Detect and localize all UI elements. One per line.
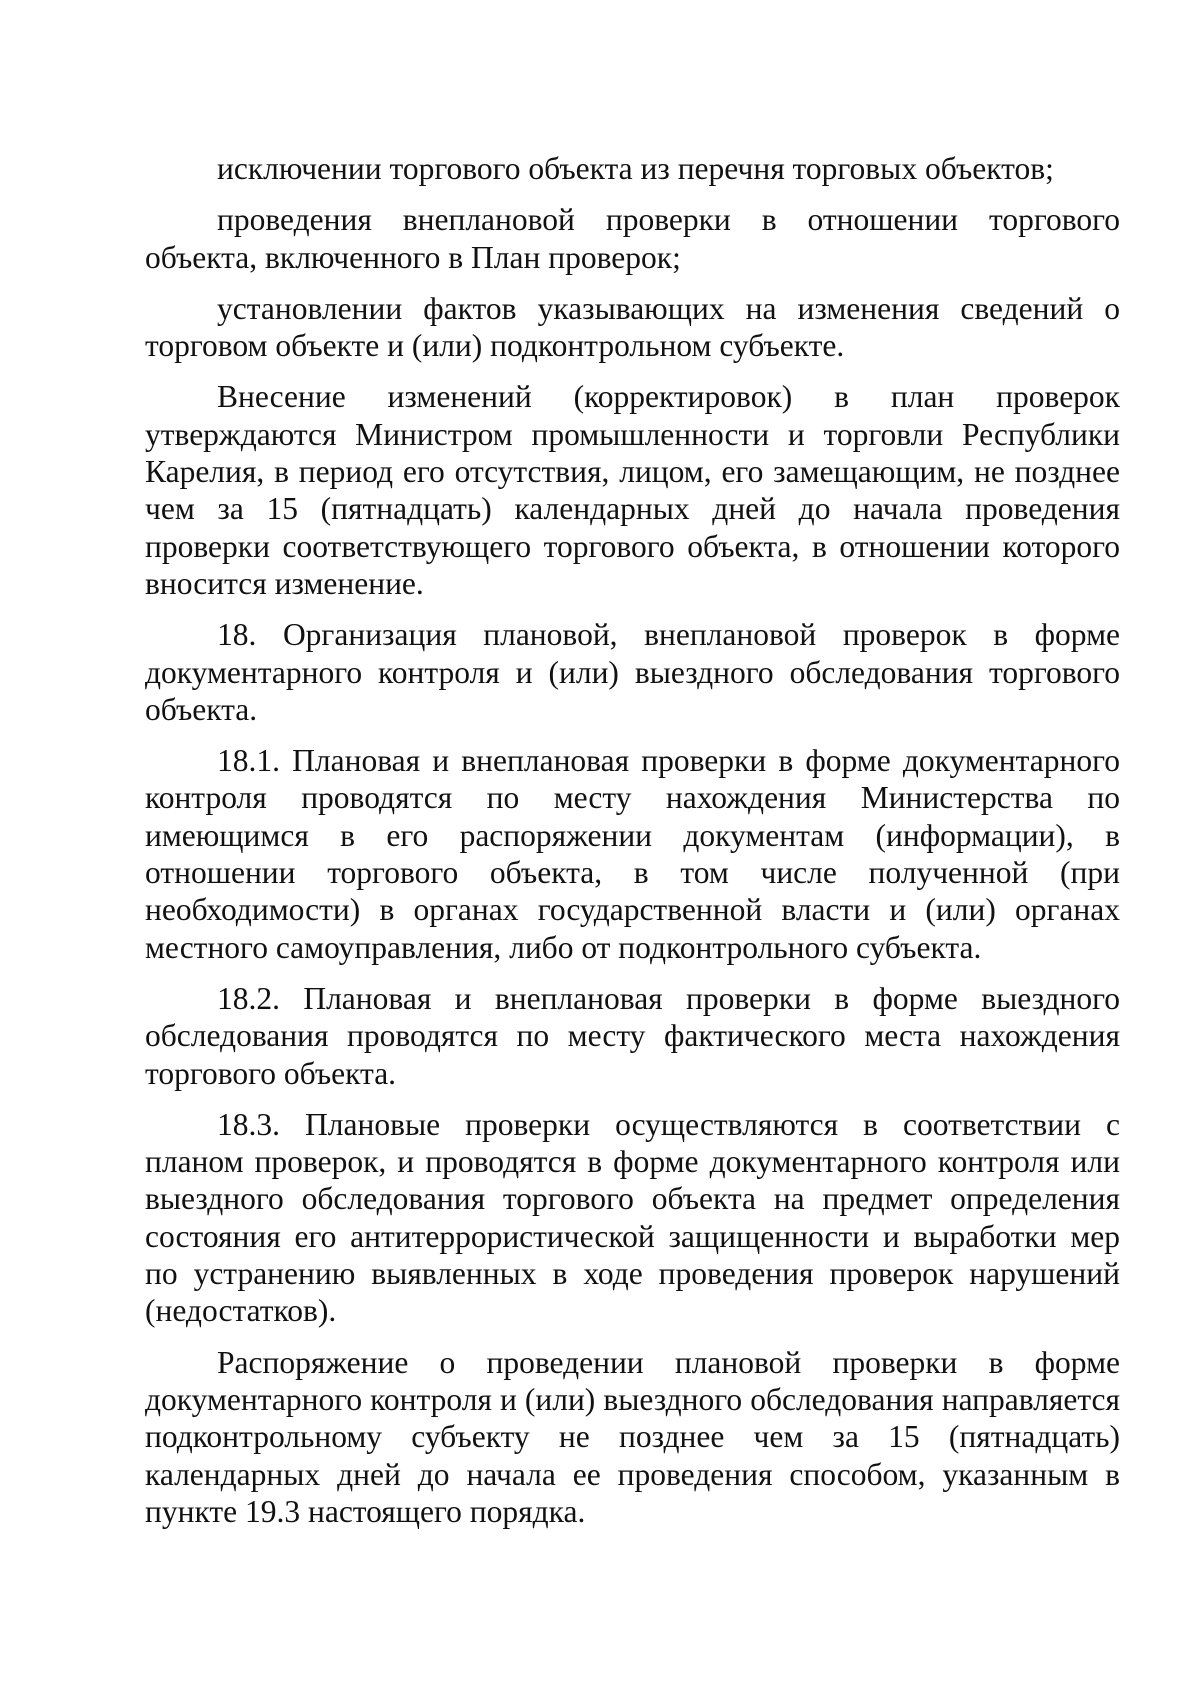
paragraph-plan-amendments: Внесение изменений (корректировок) в план проверок утверждаются Министром промышленности и торговли Республики Карелия, в период его отсутствия, лицом, его замещающим, не позднее чем за 15 (пятнадцать) календарных дней до начала проведения проверки соответствующего торгового объекта, в отношении которого вносится изменение.: [145, 379, 1120, 601]
paragraph-section-18-1: 18.1. Плановая и внеплановая проверки в форме документарного контроля проводятся по месту нахождения Министерства по имеющимся в его распоряжении документам (информации), в отношении торгового объекта, в том числе полученной (при необходимости) в органах государственной власти и (или) органах местного самоуправления, либо от подконтрольного субъекта.: [145, 743, 1120, 965]
paragraph-facts-of-changes: установлении фактов указывающих на изменения сведений о торговом объекте и (или) подконтрольном субъекте.: [145, 290, 1120, 364]
paragraph-section-18-2: 18.2. Плановая и внеплановая проверки в форме выездного обследования проводятся по месту фактического места нахождения торгового объекта.: [145, 980, 1120, 1091]
paragraph-inspection-order-notice: Распоряжение о проведении плановой проверки в форме документарного контроля и (или) выездного обследования направляется подконтрольному субъекту не позднее чем за 15 (пятнадцать) календарных дней до начала ее проведения способом, указанным в пункте 19.3 настоящего порядка.: [145, 1344, 1120, 1529]
paragraph-unscheduled-inspection: проведения внеплановой проверки в отношении торгового объекта, включенного в План проверок;: [145, 202, 1120, 275]
paragraph-section-18-3: 18.3. Плановые проверки осуществляются в соответствии с планом проверок, и проводятся в форме документарного контроля или выездного обследования торгового объекта на предмет определения состояния его антитеррористической защищенности и выработки мер по устранению выявленных в ходе проведения проверок нарушений (недостатков).: [145, 1106, 1120, 1329]
paragraph-section-18: 18. Организация плановой, внеплановой проверок в форме документарного контроля и (или) выездного обследования торгового объекта.: [145, 617, 1120, 727]
paragraph-exclusion-of-object: исключении торгового объекта из перечня торговых объектов;: [217, 151, 1054, 186]
